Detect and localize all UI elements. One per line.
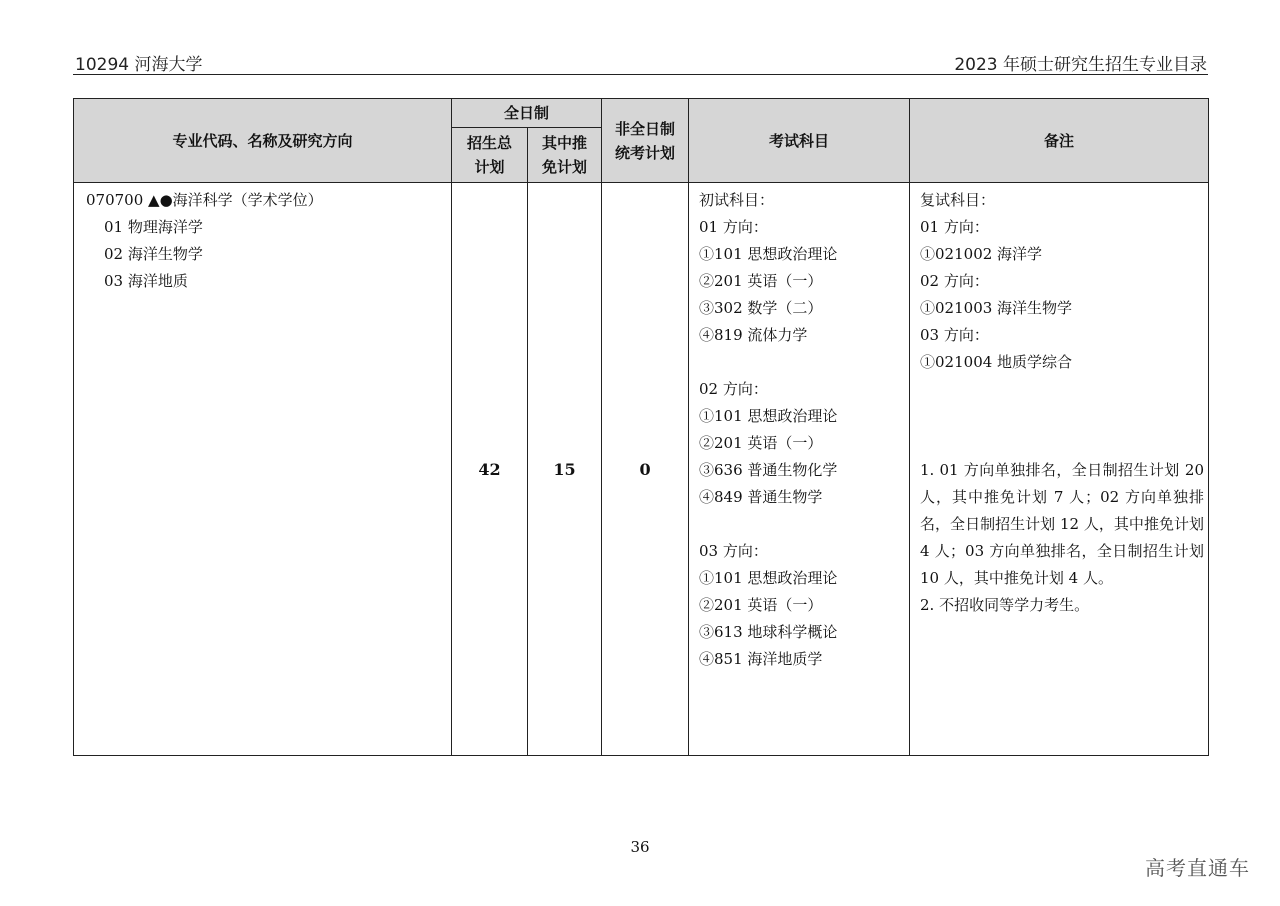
major-cell — [74, 183, 452, 756]
header-parttime-line1: 非全日制 — [615, 119, 676, 138]
direction-01: 01 物理海洋学 — [104, 218, 203, 236]
header-parttime-line2: 统考计划 — [615, 143, 676, 162]
header-fulltime: 全日制 — [452, 99, 602, 128]
exam-title: 初试科目： — [699, 191, 775, 209]
retest-line: 02 方向： — [920, 272, 989, 290]
catalog-table — [73, 98, 1209, 756]
page-number: 36 — [630, 838, 650, 856]
exam-group-03-label: 03 方向： — [699, 542, 768, 560]
header-remarks: 备注 — [910, 99, 1209, 183]
direction-02: 02 海洋生物学 — [104, 245, 203, 263]
retest-line: 03 方向： — [920, 326, 989, 344]
note-paragraph-2: 2. 不招收同等学力考生。 — [920, 596, 1090, 614]
exam-subject: ④819 流体力学 — [699, 326, 808, 344]
spacer — [699, 349, 905, 376]
exam-subject: ①101 思想政治理论 — [699, 245, 838, 263]
header-total — [452, 128, 528, 183]
remarks-cell — [910, 183, 1209, 756]
table-row — [74, 183, 1209, 756]
parttime-plan-value: 0 — [602, 183, 689, 756]
header-parttime — [602, 99, 689, 183]
total-plan-value: 42 — [452, 183, 528, 756]
direction-03: 03 海洋地质 — [104, 272, 188, 290]
exam-subject: ②201 英语（一） — [699, 596, 823, 614]
header-recommended — [528, 128, 602, 183]
exam-subject: ③613 地球科学概论 — [699, 623, 838, 641]
retest-line: ①021003 海洋生物学 — [920, 299, 1073, 317]
major-title: 070700 ▲●海洋科学（学术学位） — [86, 191, 323, 209]
exam-subject: ③302 数学（二） — [699, 299, 823, 317]
header-total-line2: 计划 — [474, 158, 505, 176]
header-catalog-title: 2023 年硕士研究生招生专业目录 — [954, 55, 1207, 75]
retest-line: ①021002 海洋学 — [920, 245, 1043, 263]
header-recommended-line2: 免计划 — [542, 158, 588, 176]
exam-subject: ②201 英语（一） — [699, 272, 823, 290]
exam-subject: ①101 思想政治理论 — [699, 569, 838, 587]
watermark: 高考直通车 — [1145, 856, 1250, 880]
spacer — [920, 376, 1204, 457]
header-university: 10294 河海大学 — [75, 55, 203, 75]
exam-subject: ④849 普通生物学 — [699, 488, 823, 506]
header-recommended-line1: 其中推 — [542, 134, 588, 152]
exam-subject: ③636 普通生物化学 — [699, 461, 838, 479]
header-rule — [73, 74, 1208, 75]
retest-line: ①021004 地质学综合 — [920, 353, 1073, 371]
exam-group-01-label: 01 方向： — [699, 218, 768, 236]
recommended-plan-value: 15 — [528, 183, 602, 756]
exam-cell — [689, 183, 910, 756]
retest-line: 01 方向： — [920, 218, 989, 236]
retest-title: 复试科目： — [920, 191, 996, 209]
header-major: 专业代码、名称及研究方向 — [74, 99, 452, 183]
exam-subject: ④851 海洋地质学 — [699, 650, 823, 668]
exam-subject: ②201 英语（一） — [699, 434, 823, 452]
note-paragraph-1: 1. 01 方向单独排名，全日制招生计划 20 人，其中推免计划 7 人；02 方向单独排名，全日制招生计划 12 人，其中推免计划 4 人；03 方向单独排名，全日制招生计划 10 人，其中推免计划 4 人。 — [920, 461, 1205, 587]
exam-group-02-label: 02 方向： — [699, 380, 768, 398]
exam-subject: ①101 思想政治理论 — [699, 407, 838, 425]
header-total-line1: 招生总 — [466, 134, 512, 152]
header-exam: 考试科目 — [689, 99, 910, 183]
spacer — [699, 511, 905, 538]
